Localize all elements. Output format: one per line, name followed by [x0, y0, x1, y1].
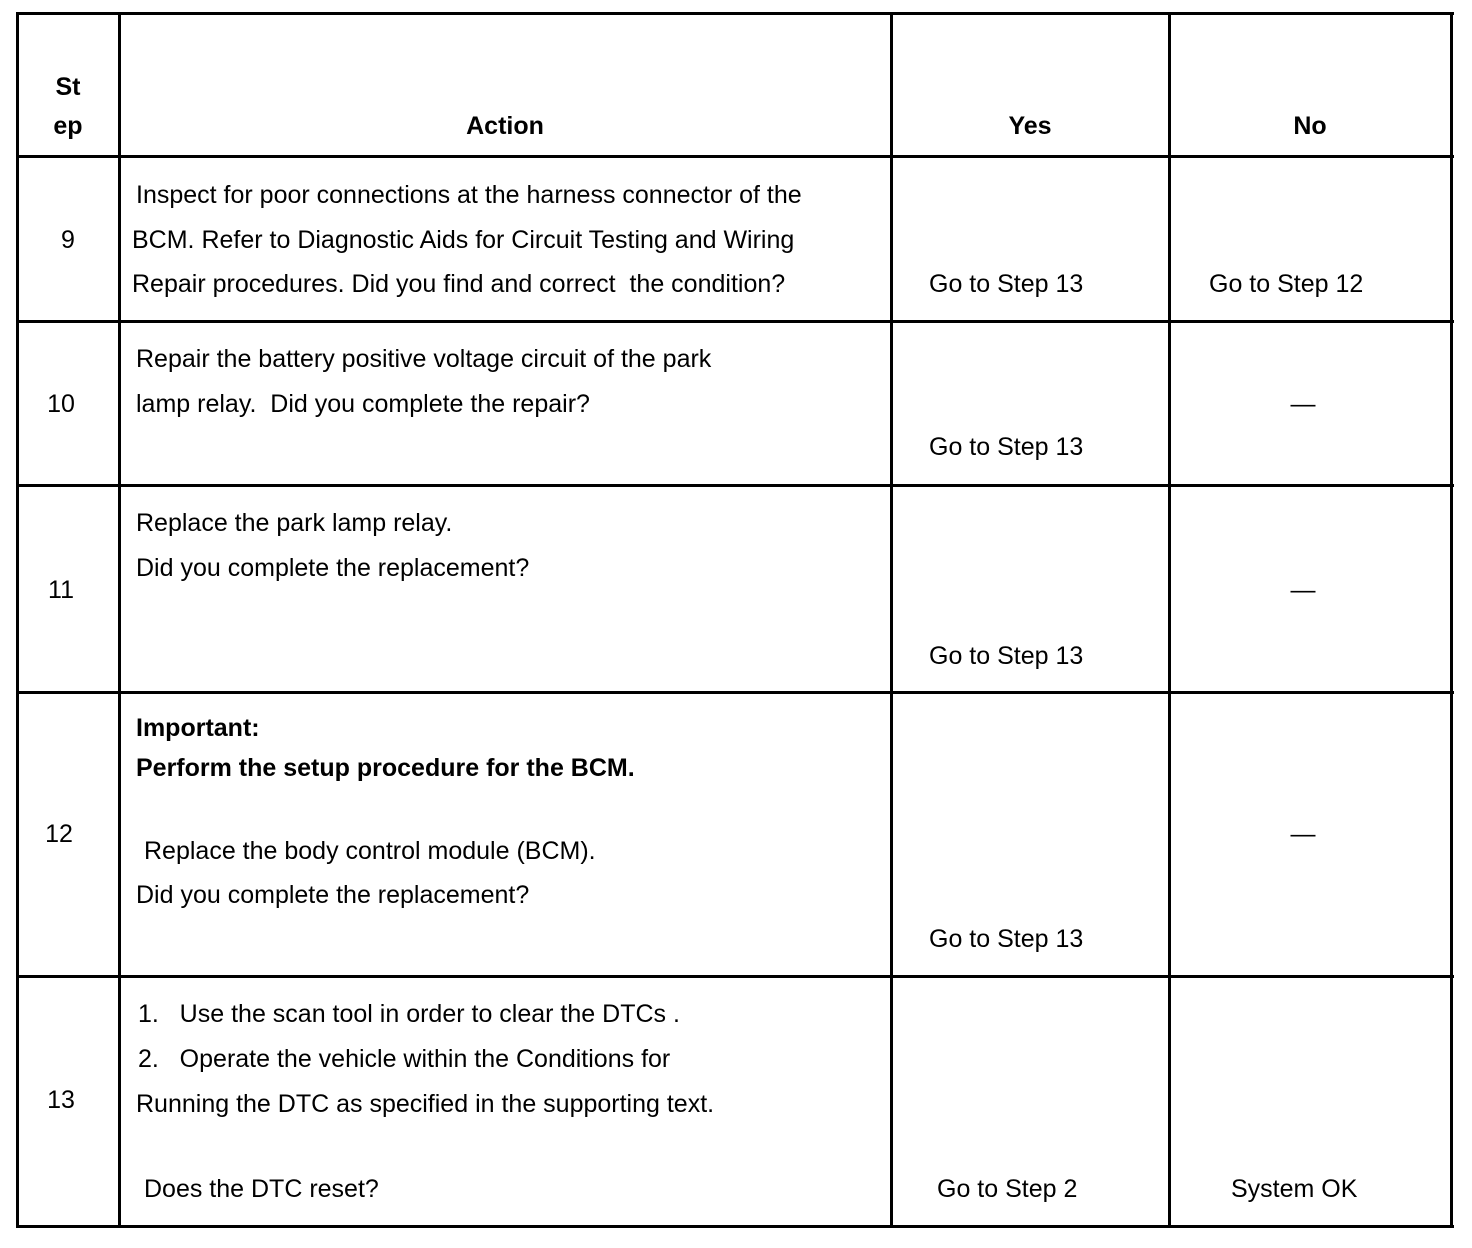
header-action: Action: [466, 112, 544, 140]
row-divider-10: [16, 484, 1454, 487]
table-border-bottom: [16, 1225, 1454, 1228]
column-divider-yes: [1168, 12, 1171, 1228]
important-text: Perform the setup procedure for the BCM.: [136, 754, 635, 782]
no-result: —: [1290, 576, 1316, 604]
column-divider-action: [890, 12, 893, 1228]
action-line: lamp relay. Did you complete the repair?: [136, 390, 590, 418]
action-line: Did you complete the replacement?: [136, 881, 530, 909]
yes-result: Go to Step 13: [929, 642, 1084, 670]
action-line: Replace the body control module (BCM).: [144, 837, 596, 865]
yes-result: Go to Step 13: [929, 925, 1084, 953]
row-divider-header: [16, 155, 1454, 158]
yes-result: Go to Step 13: [929, 433, 1084, 461]
no-result: Go to Step 12: [1209, 270, 1364, 298]
yes-result: Go to Step 13: [929, 270, 1084, 298]
no-result: System OK: [1231, 1175, 1358, 1203]
important-label: Important:: [136, 714, 260, 742]
action-line: 2. Operate the vehicle within the Conditions for: [138, 1045, 671, 1073]
table-border-top: [16, 12, 1454, 15]
row-divider-12: [16, 975, 1454, 978]
action-line: Replace the park lamp relay.: [136, 509, 453, 537]
step-number: 13: [47, 1086, 75, 1114]
no-result: —: [1290, 390, 1316, 418]
header-step-line2: ep: [53, 112, 83, 140]
yes-result: Go to Step 2: [937, 1175, 1078, 1203]
column-divider-step: [118, 12, 121, 1228]
table-border-right: [1450, 12, 1453, 1228]
step-number: 12: [45, 820, 73, 848]
table-border-left: [16, 12, 19, 1228]
step-number: 10: [47, 390, 75, 418]
row-divider-11: [16, 691, 1454, 694]
step-number: 9: [61, 226, 75, 254]
action-line: 1. Use the scan tool in order to clear the DTCs .: [138, 1000, 680, 1028]
action-line: BCM. Refer to Diagnostic Aids for Circuit Testing and Wiring: [132, 226, 795, 254]
header-step-line1: St: [55, 73, 81, 101]
step-number: 11: [48, 576, 74, 604]
header-no: No: [1293, 112, 1327, 140]
action-line: Running the DTC as specified in the supporting text.: [136, 1090, 715, 1118]
action-line: Did you complete the replacement?: [136, 554, 530, 582]
header-yes: Yes: [1008, 112, 1052, 140]
action-line: Does the DTC reset?: [144, 1175, 379, 1203]
row-divider-9: [16, 320, 1454, 323]
action-line: Inspect for poor connections at the harness connector of the: [136, 181, 802, 209]
action-line: Repair procedures. Did you find and correct the condition?: [132, 270, 786, 298]
action-line: Repair the battery positive voltage circuit of the park: [136, 345, 712, 373]
no-result: —: [1290, 820, 1316, 848]
